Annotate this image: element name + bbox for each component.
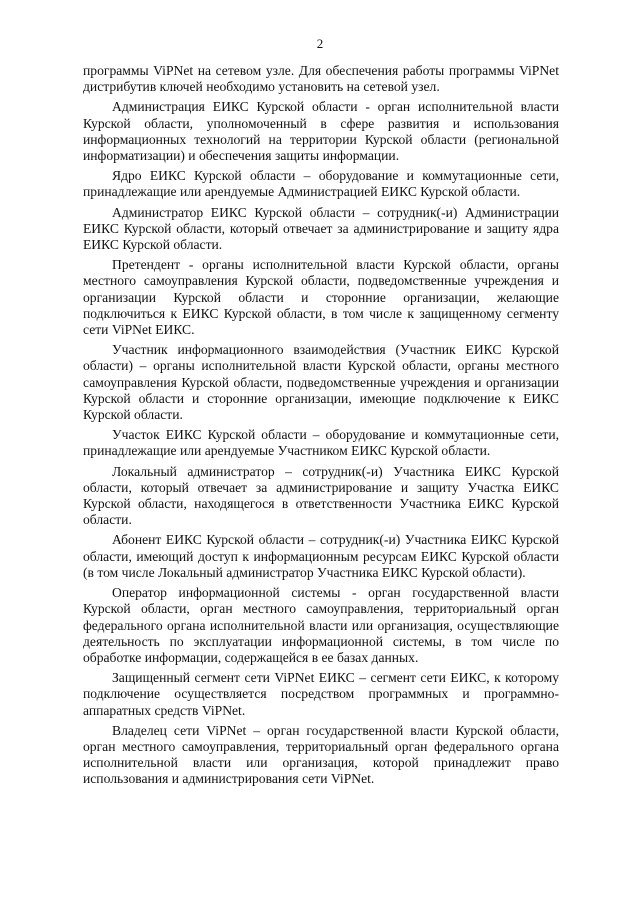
- definition-participant: Участник информационного взаимодействия (Участник ЕИКС Курской области) – органы исполнительной власти Курской области, органы местного самоуправления Курской области, подведомственные учреждения и организации Курской области и сторонние организации, имеющие подключение к ЕИКС Курской области.: [83, 342, 559, 423]
- page-number: 2: [316, 36, 324, 51]
- definition-local-administrator: Локальный администратор – сотрудник(-и) Участника ЕИКС Курской области, который отвечает за администрирование и защиту Участка ЕИКС Курской области, находящегося в ответственности Участника ЕИКС Курской области.: [83, 463, 559, 528]
- definition-protected-segment: Защищенный сегмент сети ViPNet ЕИКС – сегмент сети ЕИКС, к которому подключение осуществляется посредством программных и программно-аппаратных средств ViPNet.: [83, 670, 559, 718]
- definition-administration: Администрация ЕИКС Курской области - орган исполнительной власти Курской области, уполномоченный в сфере развития и использования информационных технологий на территории Курской области (региональной информатизации) и обеспечения защиты информации.: [83, 99, 559, 164]
- definition-network-owner: Владелец сети ViPNet – орган государственной власти Курской области, орган местного самоуправления, территориальный орган федерального органа исполнительной власти или организация, которой принадлежит право использования и администрирования сети ViPNet.: [83, 722, 559, 787]
- paragraph-continuation: программы ViPNet на сетевом узле. Для обеспечения работы программы ViPNet дистрибутив ключей необходимо установить на сетевой узел.: [83, 63, 559, 95]
- definition-site: Участок ЕИКС Курской области – оборудование и коммутационные сети, принадлежащие или арендуемые Участником ЕИКС Курской области.: [83, 427, 559, 459]
- definition-subscriber: Абонент ЕИКС Курской области – сотрудник(-и) Участника ЕИКС Курской области, имеющий доступ к информационным ресурсам ЕИКС Курской области (в том числе Локальный администратор Участника ЕИКС Курской области).: [83, 532, 559, 580]
- definition-administrator: Администратор ЕИКС Курской области – сотрудник(-и) Администрации ЕИКС Курской области, который отвечает за администрирование и защиту ядра ЕИКС Курской области.: [83, 204, 559, 253]
- definition-system-operator: Оператор информационной системы - орган государственной власти Курской области, орган местного самоуправления, территориальный орган федерального органа исполнительной власти или организация, осуществляющие деятельность по эксплуатации информационной системы, в том числе по обработке информации, содержащейся в ее базах данных.: [83, 585, 559, 665]
- document-body: [83, 63, 559, 792]
- definition-core: Ядро ЕИКС Курской области – оборудование и коммутационные сети, принадлежащие или арендуемые Администрацией ЕИКС Курской области.: [83, 168, 559, 200]
- definition-applicant: Претендент - органы исполнительной власти Курской области, органы местного самоуправления Курской области, подведомственные учреждения и организации Курской области и сторонние организации, желающие подключиться к ЕИКС Курской области, в том числе к защищенному сегменту сети ViPNet ЕИКС.: [83, 257, 559, 338]
